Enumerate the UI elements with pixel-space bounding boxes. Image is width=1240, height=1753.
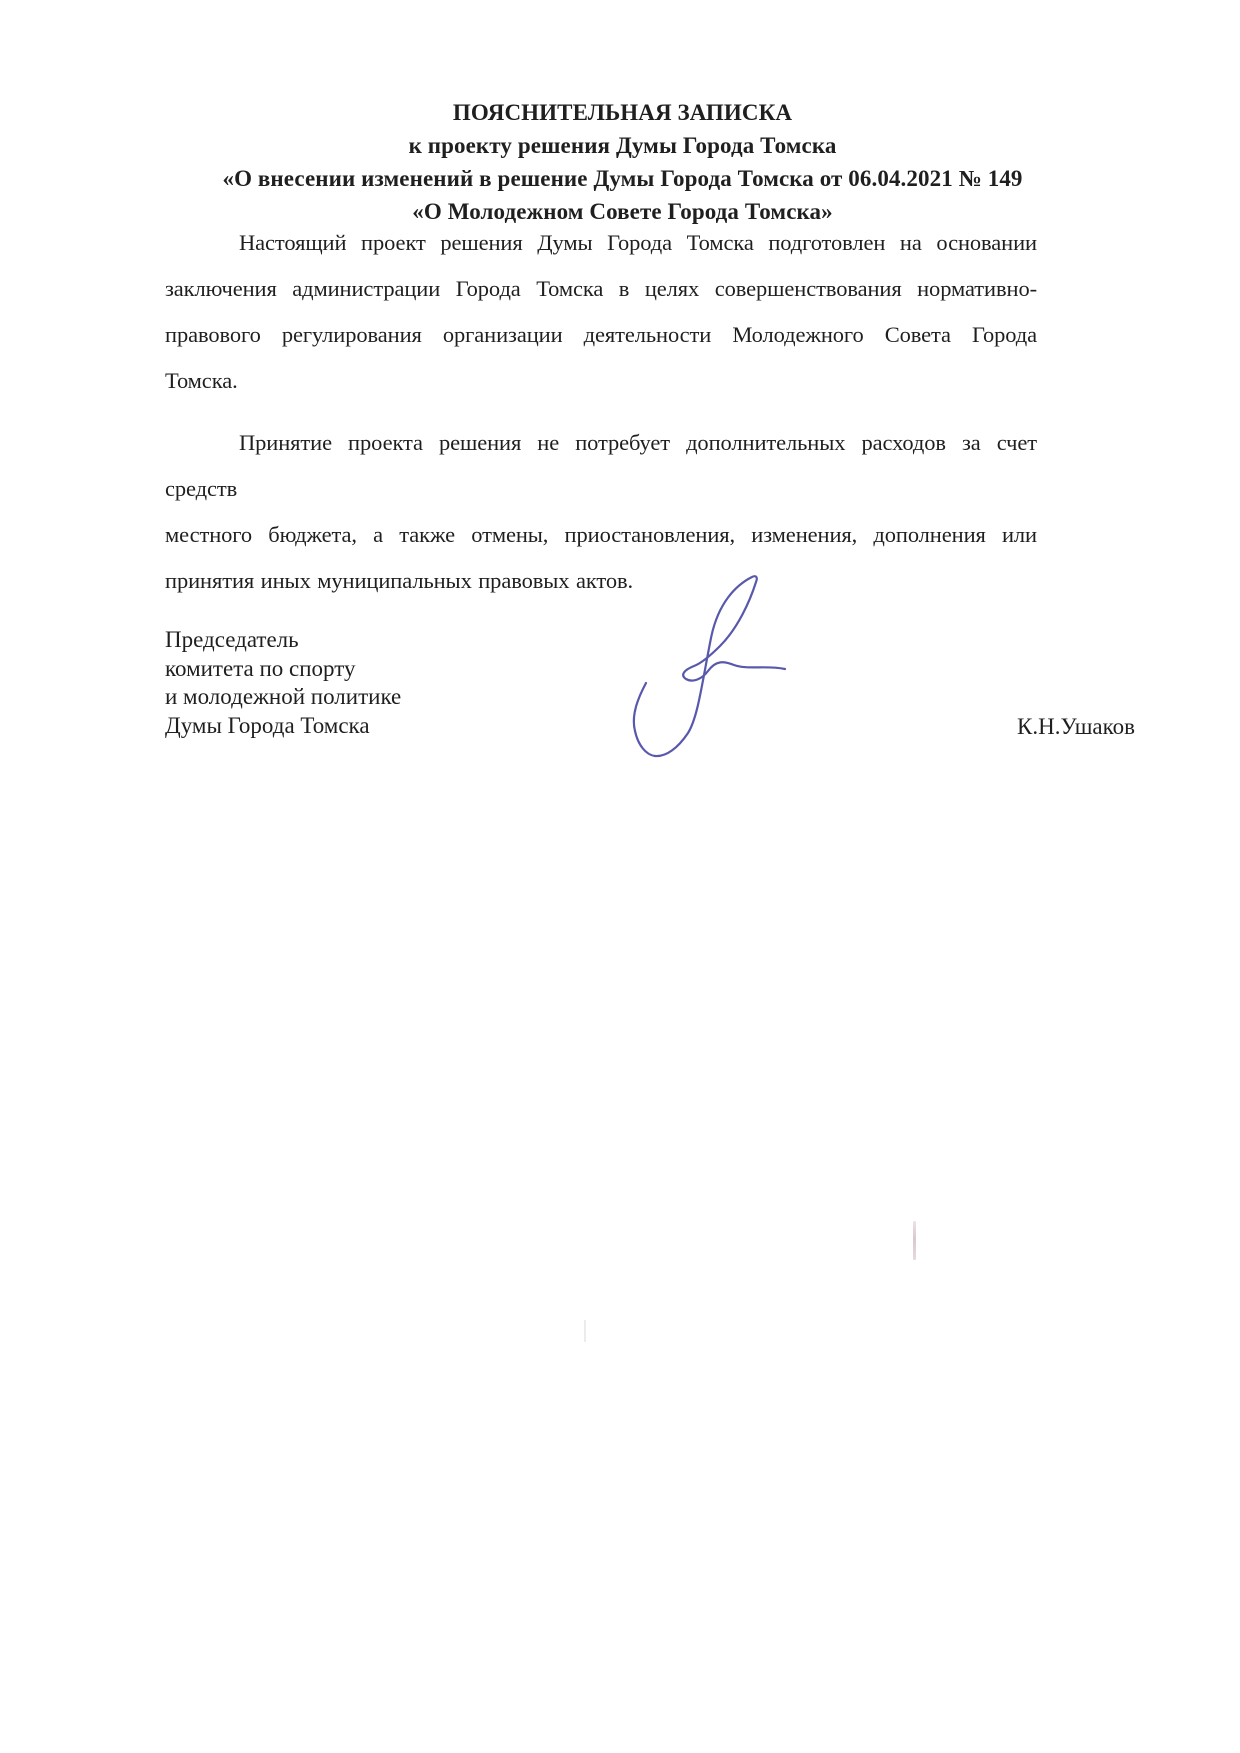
document-header: [165, 96, 1080, 228]
text-line: Думы Города Томска: [165, 712, 370, 738]
handwritten-signature-icon: [598, 553, 820, 785]
text-line: правового регулирования организации деятельности Молодежного Совета Города: [165, 322, 1037, 347]
body-paragraph-1: [165, 220, 1037, 404]
signer-name: К.Н.Ушаков: [1017, 714, 1135, 739]
signoff-position-block: [165, 626, 585, 740]
document-subtitle-2: «О внесении изменений в решение Думы Города Томска от 06.04.2021 № 149: [222, 166, 1023, 191]
text-line: Председатель: [165, 627, 299, 652]
scan-artifact: [584, 1320, 586, 1342]
document-title: ПОЯСНИТЕЛЬНАЯ ЗАПИСКА: [452, 100, 793, 125]
text-line: местного бюджета, а также отмены, приостановления, изменения, дополнения или: [165, 522, 1037, 547]
document-subtitle-3: «О Молодежном Совете Города Томска»: [412, 199, 833, 224]
signature-stroke: [634, 576, 785, 756]
scan-artifact: [913, 1221, 916, 1260]
text-line: Настоящий проект решения Думы Города Томска подготовлен на основании: [239, 230, 1037, 255]
document-subtitle-1: к проекту решения Думы Города Томска: [408, 133, 837, 158]
text-line: Принятие проекта решения не потребует дополнительных расходов за счет средств: [165, 430, 1037, 501]
text-line: Томска.: [165, 368, 238, 393]
text-line: и молодежной политике: [165, 684, 402, 709]
text-line: комитета по спорту: [165, 655, 356, 681]
text-line: принятия иных муниципальных правовых актов.: [165, 568, 634, 593]
text-line: заключения администрации Города Томска в целях совершенствования нормативно-: [165, 276, 1037, 301]
